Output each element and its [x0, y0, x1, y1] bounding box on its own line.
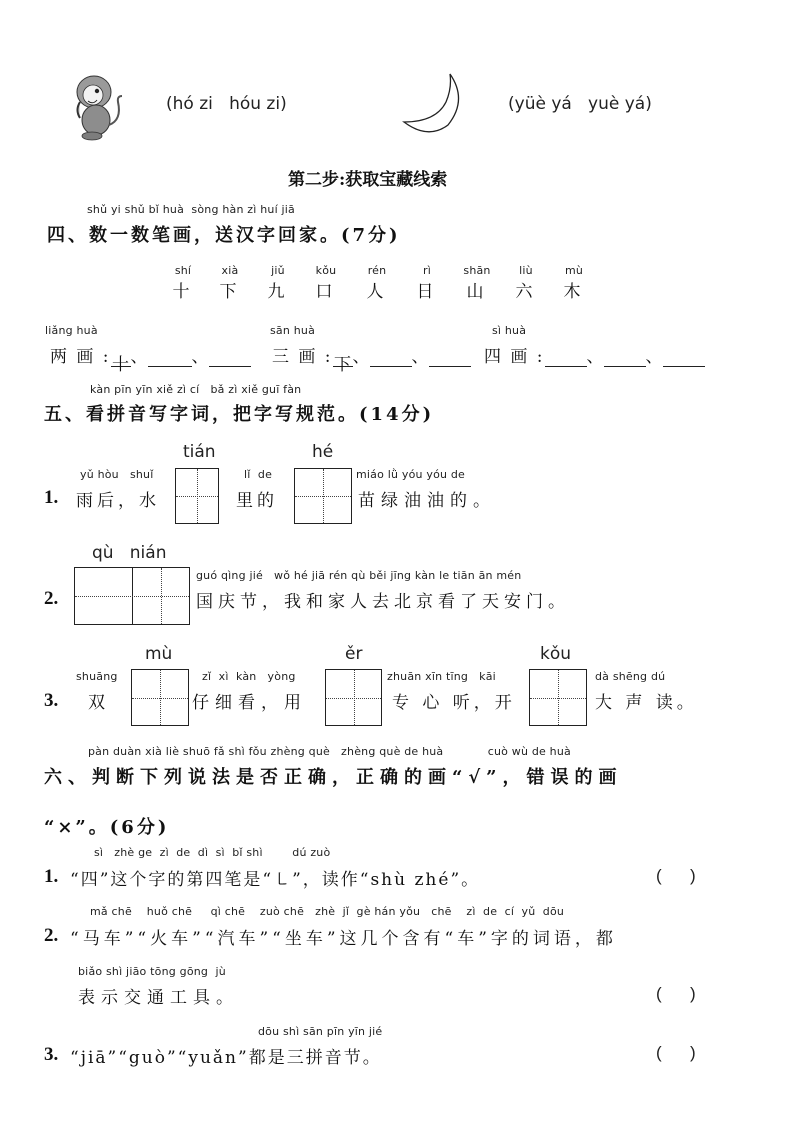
- q2-pinyin: guó qìng jié wǒ hé jiā rén qù běi jīng kàn le tiān ān mén: [196, 569, 522, 582]
- q2-writing-box-pair[interactable]: [74, 567, 190, 625]
- section5-title-pinyin: kàn pīn yīn xiě zì cí bǎ zì xiě guī fàn: [90, 383, 302, 396]
- q3-text-d: 大 声 读。: [595, 693, 698, 713]
- answer-blank[interactable]: [429, 350, 471, 367]
- section4-char-list: [168, 264, 608, 308]
- q3-writing-box-1[interactable]: [131, 669, 189, 726]
- step-title: 第二步:获取宝藏线索: [288, 170, 448, 190]
- answer-blank[interactable]: [370, 350, 412, 367]
- q3-box1-pinyin: mù: [145, 644, 173, 664]
- q3-box3-pinyin: kǒu: [540, 644, 572, 664]
- q2-text: 国庆节，我和家人去北京看了天安门。: [196, 592, 570, 612]
- separator: 、: [586, 347, 604, 367]
- q3-pinyin-a: shuāng: [76, 670, 118, 683]
- box-divider: [132, 568, 133, 624]
- group-label: 两 画 :: [50, 347, 111, 367]
- judge3-answer-parens[interactable]: ( ): [656, 1043, 696, 1062]
- q1-box2-pinyin: hé: [312, 442, 334, 462]
- judge1-number: 1.: [44, 866, 59, 887]
- separator: 、: [411, 347, 429, 367]
- q3-pinyin-c: zhuān xīn tīng kāi: [387, 670, 496, 683]
- q1-pinyin-c: miáo lǜ yóu yóu de: [356, 468, 466, 481]
- section6-title-line2: “×”。(6分): [44, 817, 170, 838]
- char: 十: [172, 282, 194, 302]
- char: 人: [366, 282, 388, 302]
- separator: 、: [645, 347, 663, 367]
- moon-illustration: [398, 70, 468, 138]
- judge2-number: 2.: [44, 925, 59, 946]
- q3-text-b: 仔细看，用: [192, 693, 307, 713]
- char: 六: [515, 282, 537, 302]
- char-pinyin: xià: [221, 264, 239, 277]
- monkey-pinyin-options: (hó zi hóu zi): [166, 94, 287, 114]
- char-pinyin: rì: [423, 264, 431, 277]
- char: 山: [466, 282, 488, 302]
- judge3-text: “jiā”“guò”“yuǎn”都是三拼音节。: [70, 1048, 382, 1068]
- q1-number: 1.: [44, 487, 59, 508]
- judge1-pinyin: sì zhè ge zì de dì sì bǐ shì dú zuò: [94, 846, 331, 859]
- filled-answer: 下: [334, 355, 352, 375]
- moon-pinyin-options: (yüè yá yuè yá): [508, 94, 652, 114]
- monkey-illustration: [66, 70, 128, 142]
- section4-title: 四、数一数笔画，送汉字回家。(7分): [47, 225, 401, 246]
- answer-blank[interactable]: [148, 350, 192, 367]
- q2-box-pinyin: qù nián: [92, 543, 167, 563]
- section6-title-line1: 六、判断下列说法是否正确，正确的画“√”，错误的画: [44, 767, 623, 788]
- char-pinyin: shí: [174, 264, 192, 277]
- char-pinyin: kǒu: [315, 264, 337, 277]
- char: 木: [563, 282, 585, 302]
- separator: 、: [191, 347, 209, 367]
- judge3-number: 3.: [44, 1044, 59, 1065]
- group-three-strokes-pinyin: sān huà: [270, 324, 316, 337]
- q1-pinyin-b: lǐ de: [244, 468, 273, 481]
- section6-title-pinyin: pàn duàn xià liè shuō fǎ shì fǒu zhèng què zhèng què de huà cuò wù de huà: [88, 745, 571, 758]
- q3-number: 3.: [44, 690, 59, 711]
- judge3-pinyin: dōu shì sān pīn yīn jié: [258, 1025, 383, 1038]
- group-label: 三 画 :: [272, 347, 333, 367]
- q1-box1-pinyin: tián: [183, 442, 216, 462]
- answer-blank[interactable]: [209, 350, 251, 367]
- group-three-strokes: [272, 342, 471, 375]
- group-label: 四 画 :: [484, 347, 545, 367]
- judge2-answer-parens[interactable]: ( ): [656, 984, 696, 1003]
- answer-blank[interactable]: [111, 350, 131, 375]
- char-pinyin: mù: [564, 264, 584, 277]
- q3-text-a: 双: [88, 693, 109, 713]
- q1-pinyin-a: yǔ hòu shuǐ: [80, 468, 154, 481]
- char-pinyin: rén: [367, 264, 387, 277]
- answer-blank[interactable]: [604, 350, 646, 367]
- group-four-strokes-pinyin: sì huà: [492, 324, 527, 337]
- section4-title-pinyin: shǔ yi shǔ bǐ huà sòng hàn zì huí jiā: [87, 203, 295, 216]
- group-two-strokes: [50, 342, 251, 375]
- q1-text-a: 雨后，水: [76, 491, 160, 511]
- q3-box2-pinyin: ěr: [345, 644, 363, 664]
- q3-text-c: 专 心 听，开: [392, 693, 516, 713]
- answer-blank[interactable]: [545, 350, 587, 367]
- judge1-text: “四”这个字的第四笔是“㇄”，读作“shù zhé”。: [70, 870, 481, 890]
- group-four-strokes: [484, 342, 705, 367]
- section5-title: 五、看拼音写字词，把字写规范。(14分): [44, 404, 435, 425]
- q1-text-b: 里的: [236, 491, 278, 511]
- q2-number: 2.: [44, 588, 59, 609]
- char: 九: [267, 282, 289, 302]
- q3-pinyin-b: zǐ xì kàn yòng: [202, 670, 296, 683]
- q1-writing-box-1[interactable]: [175, 468, 219, 524]
- char-pinyin: liù: [519, 264, 533, 277]
- answer-blank[interactable]: [663, 350, 705, 367]
- judge2-pinyin-line2: biǎo shì jiāo tōng gōng jù: [78, 965, 226, 978]
- judge2-pinyin: mǎ chē huǒ chē qì chē zuò chē zhè jǐ gè hán yǒu chē zì de cí yǔ dōu: [90, 905, 565, 918]
- q1-text-c: 苗绿油油的。: [358, 491, 496, 511]
- group-two-strokes-pinyin: liǎng huà: [45, 324, 98, 337]
- q3-writing-box-3[interactable]: [529, 669, 587, 726]
- char: 日: [416, 282, 438, 302]
- q3-writing-box-2[interactable]: [325, 669, 382, 726]
- q1-writing-box-2[interactable]: [294, 468, 352, 524]
- judge2-text: “马车”“火车”“汽车”“坐车”这几个含有“车”字的词语，都: [70, 929, 617, 949]
- separator: 、: [130, 347, 148, 367]
- separator: 、: [352, 347, 370, 367]
- filled-answer: 十: [112, 355, 130, 375]
- char-pinyin: jiǔ: [271, 264, 285, 277]
- box-guide: [161, 568, 162, 624]
- char: 口: [315, 282, 337, 302]
- char-pinyin: shān: [463, 264, 491, 277]
- q3-pinyin-d: dà shēng dú: [595, 670, 666, 683]
- judge2-text-line2: 表示交通工具。: [78, 988, 239, 1008]
- char: 下: [219, 282, 241, 302]
- answer-blank[interactable]: [333, 350, 353, 375]
- judge1-answer-parens[interactable]: ( ): [656, 866, 696, 885]
